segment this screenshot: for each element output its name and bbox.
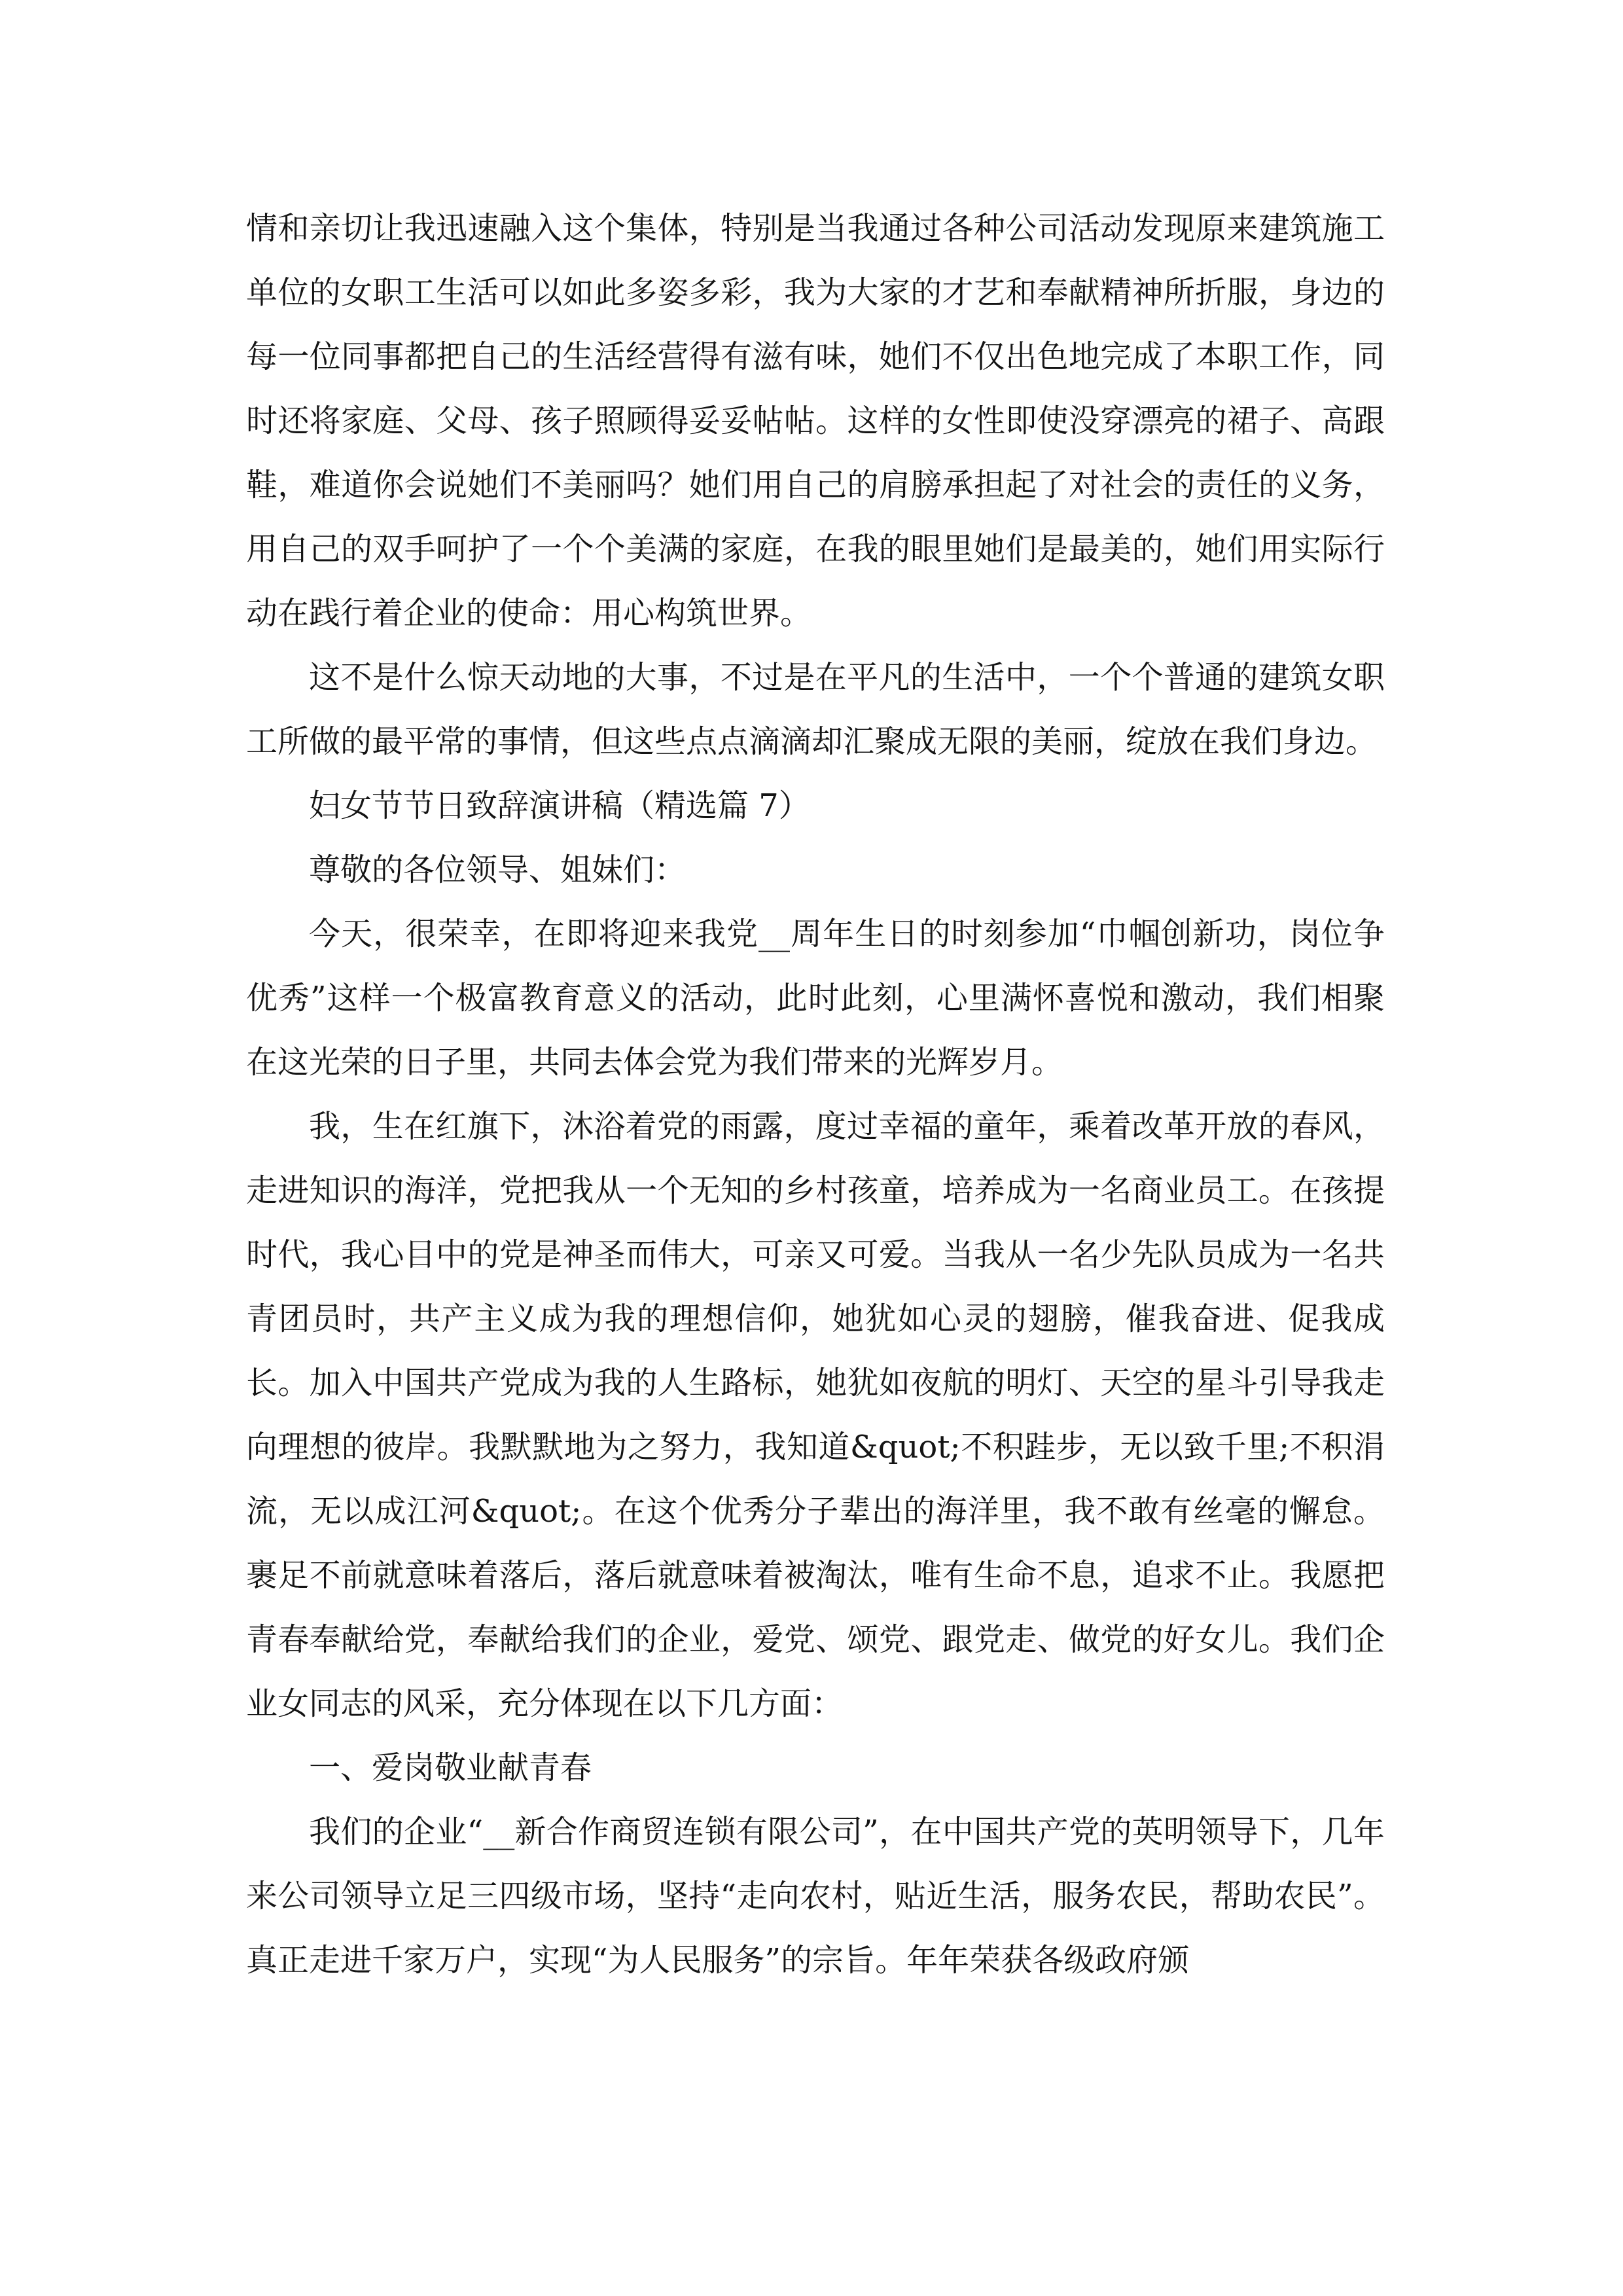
subheading: 一、爱岗敬业献青春 — [309, 1749, 592, 1786]
document-body — [246, 196, 1385, 1992]
paragraph: 我，生在红旗下，沐浴着党的雨露，度过幸福的童年，乘着改革开放的春风，走进知识的海洋，党把我从一个无知的乡村孩童，培养成为一名商业员工。在孩提时代，我心目中的党是神圣而伟大，可亲又可爱。当我从一名少先队员成为一名共青团员时，共产主义成为我的理想信仰，她犹如心灵的翅膀，催我奋进、促我成长。加入中国共产党成为我的人生路标，她犹如夜航的明灯、天空的星斗引导我走向理想的彼岸。我默默地为之努力，我知道&quot;不积跬步，无以致千里;不积涓流，无以成江河&quot;。在这个优秀分子辈出的海洋里，我不敢有丝毫的懈怠。裹足不前就意味着落后，落后就意味着被淘汰，唯有生命不息，追求不止。我愿把青春奉献给党，奉献给我们的企业，爱党、颂党、跟党走、做党的好女儿。我们企业女同志的风采，充分体现在以下几方面： — [246, 1108, 1385, 1722]
paragraph-continuation: 情和亲切让我迅速融入这个集体，特别是当我通过各种公司活动发现原来建筑施工单位的女职工生活可以如此多姿多彩，我为大家的才艺和奉献精神所折服，身边的每一位同事都把自己的生活经营得有滋有味，她们不仅出色地完成了本职工作，同时还将家庭、父母、孩子照顾得妥妥帖帖。这样的女性即使没穿漂亮的裙子、高跟鞋，难道你会说她们不美丽吗？她们用自己的肩膀承担起了对社会的责任的义务，用自己的双手呵护了一个个美满的家庭，在我的眼里她们是最美的，她们用实际行动在践行着企业的使命：用心构筑世界。 — [246, 210, 1385, 632]
salutation: 尊敬的各位领导、姐妹们： — [309, 852, 687, 888]
paragraph: 我们的企业“__新合作商贸连锁有限公司”，在中国共产党的英明领导下，几年来公司领导立足三四级市场，坚持“走向农村，贴近生活，服务农民，帮助农民”。真正走进千家万户，实现“为人民服务”的宗旨。年年荣获各级政府颁 — [246, 1814, 1385, 1979]
paragraph: 这不是什么惊天动地的大事，不过是在平凡的生活中，一个个普通的建筑女职工所做的最平常的事情，但这些点点滴滴却汇聚成无限的美丽，绽放在我们身边。 — [246, 659, 1385, 760]
section-heading: 妇女节节日致辞演讲稿（精选篇 7） — [309, 787, 810, 824]
paragraph: 今天，很荣幸，在即将迎来我党__周年生日的时刻参加“巾帼创新功，岗位争优秀”这样一个极富教育意义的活动，此时此刻，心里满怀喜悦和激动，我们相聚在这光荣的日子里，共同去体会党为我们带来的光辉岁月。 — [246, 916, 1385, 1081]
